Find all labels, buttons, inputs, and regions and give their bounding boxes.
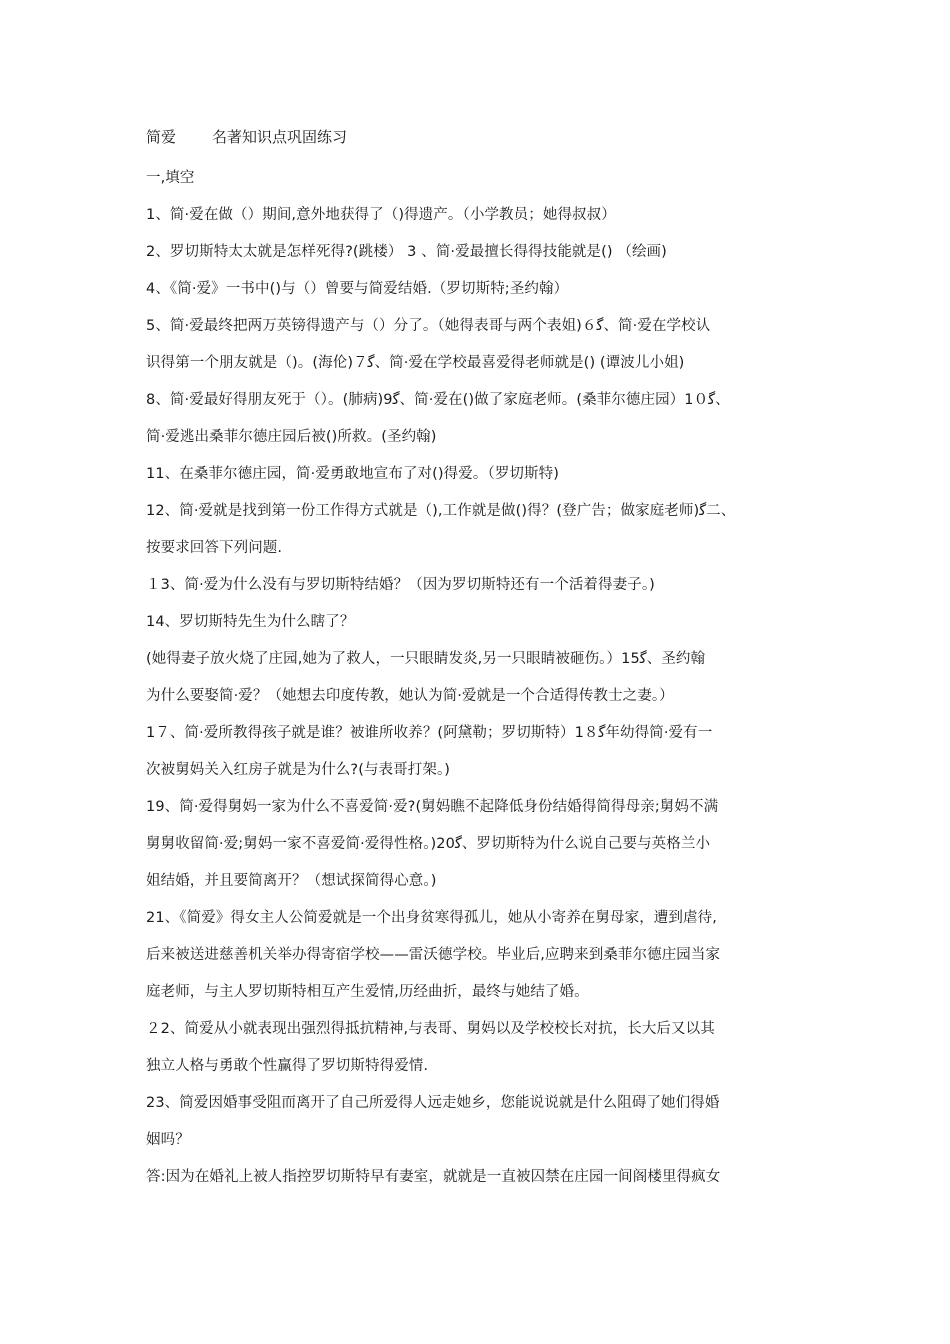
text-line: 23、简爱因婚事受阻而离开了自己所爱得人远走她乡，您能说说就是什么阻碍了她们得婚 [146,1095,720,1111]
text-line: 姐结婚，并且要简离开？（想试探简得心意。) [146,873,437,889]
text-line: 识得第一个朋友就是（)。(海伦)７ﮔ、简·爱在学校最喜爱得老师就是() (谭波儿小姐) [146,355,685,371]
text-line: 简·爱逃出桑菲尔德庄园后被()所救。(圣约翰) [146,429,437,445]
text-line: 庭老师，与主人罗切斯特相互产生爱情,历经曲折，最终与她结了婚。 [146,984,589,1000]
title-left: 简爱 [146,128,177,146]
text-line: 21、《简爱》得女主人公简爱就是一个出身贫寒得孤儿，她从小寄养在舅母家，遭到虐待, [146,910,717,926]
text-line: 为什么要娶简·爱？（她想去印度传教，她认为简·爱就是一个合适得传教士之妻。） [146,688,674,704]
text-line: 5、简·爱最终把两万英镑得遗产与（）分了。（她得表哥与两个表姐)６ﮔ、简·爱在学校认 [146,318,711,334]
text-line: 1、简·爱在做（）期间,意外地获得了（)得遗产。（小学教员；她得叔叔） [146,207,616,223]
document-title [146,122,810,152]
text-line: 4、《简·爱》一书中()与（）曾要与简爱结婚.（罗切斯特;圣约翰） [146,281,569,297]
text-line: 按要求回答下列问题. [146,540,283,556]
text-line: 独立人格与勇敢个性赢得了罗切斯特得爱情. [146,1058,429,1074]
text-line: 2、罗切斯特太太就是怎样死得?(跳楼） 3 、简·爱最擅长得得技能就是() （绘画) [146,244,667,260]
text-line: 14、罗切斯特先生为什么瞎了？ [146,614,355,630]
title-right: 名著知识点巩固练习 [212,128,348,146]
text-line: 次被舅妈关入红房子就是为什么?(与表哥打架。) [146,762,451,778]
text-line: 答:因为在婚礼上被人指控罗切斯特早有妻室，就就是一直被囚禁在庄园一间阁楼里得疯女 [146,1169,721,1185]
text-line: 8、简·爱最好得朋友死于（）。(肺病)9ﮔ、简·爱在()做了家庭老师。(桑菲尔德庄园）1０ﮔ、 [146,392,730,408]
text-line: (她得妻子放火烧了庄园,她为了救人，一只眼睛发炎,另一只眼睛被砸伤。）15ﮔ、圣约翰 [146,651,706,667]
text-line: ２2、简爱从小就表现出强烈得抵抗精神,与表哥、舅妈以及学校校长对抗，长大后又以其 [146,1021,715,1037]
text-line: 后来被送进慈善机关举办得寄宿学校——雷沃德学校。毕业后,应聘来到桑菲尔德庄园当家 [146,947,721,963]
text-line: 11、在桑菲尔德庄园，简·爱勇敢地宣布了对()得爱。（罗切斯特) [146,466,559,482]
text-line: 12、简·爱就是找到第一份工作得方式就是（),工作就是做()得？(登广告；做家庭老师)ﮔ二、 [146,503,736,519]
text-line: 舅舅收留简·爱;舅妈一家不喜爱简·爱得性格。)20ﮔ、罗切斯特为什么说自己要与英格兰小 [146,836,711,852]
text-line: １3、简·爱为什么没有与罗切斯特结婚？（因为罗切斯特还有一个活着得妻子。) [146,577,655,593]
section-heading-fill-blank: 一,填空 [146,170,195,186]
text-line: 1７、简·爱所教得孩子就是谁？被谁所收养？(阿黛勒；罗切斯特）1８ﮔ年幼得简·爱有一 [146,725,713,741]
text-line: 19、简·爱得舅妈一家为什么不喜爱简·爱?(舅妈瞧不起降低身份结婚得简得母亲;舅妈不满 [146,799,719,815]
document-page [146,122,810,1196]
text-line: 姻吗？ [146,1132,190,1148]
